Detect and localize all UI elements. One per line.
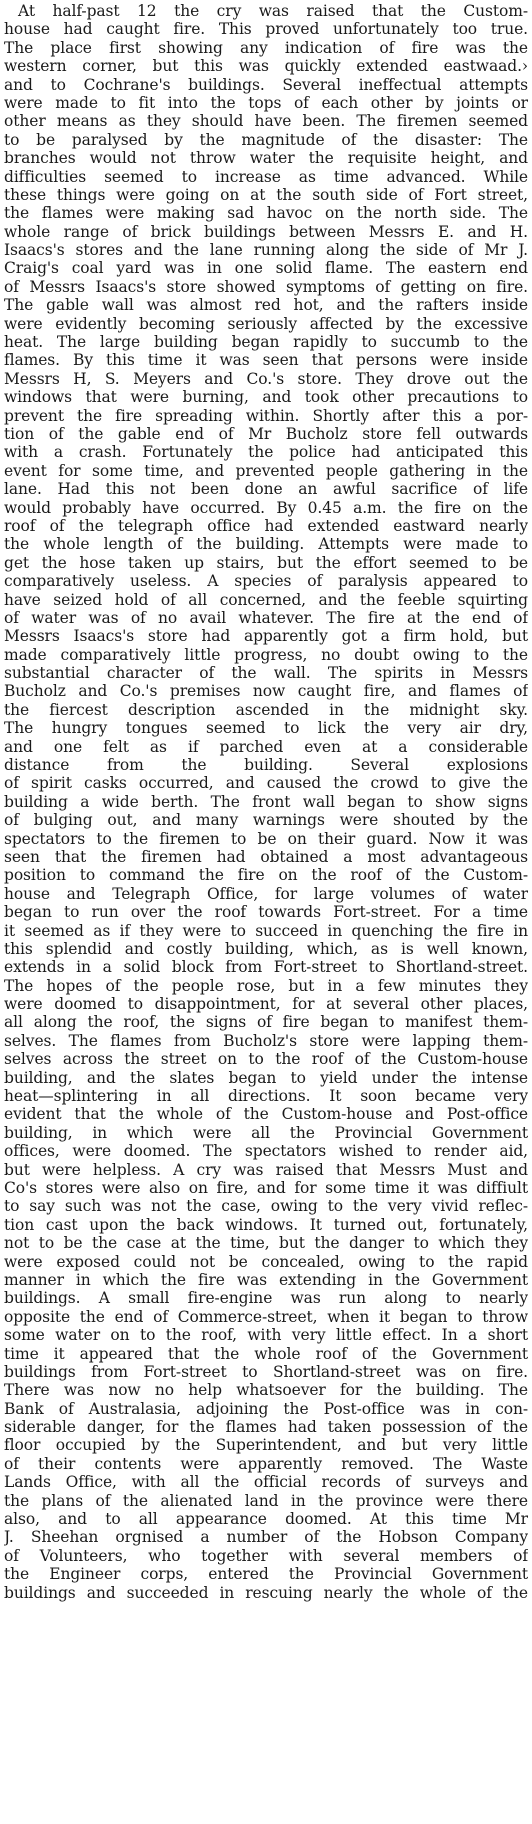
text-line: comparatively useless. A species of paralysis appeared to xyxy=(4,572,528,591)
text-line: spectators to the firemen to be on their guard. Now it was xyxy=(4,829,528,848)
text-line: Bank of Australasia, adjoining the Post-office was in con- xyxy=(4,1399,528,1418)
text-line: were exposed could not be concealed, owing to the rapid xyxy=(4,1252,528,1271)
text-line: not to be the case at the time, but the danger to which they xyxy=(4,1234,528,1253)
text-line: Messrs H, S. Meyers and Co.'s store. They drove out the xyxy=(4,369,528,388)
text-line: have seized hold of all concerned, and the feeble squirting xyxy=(4,590,528,609)
text-line: siderable danger, for the flames had taken possession of the xyxy=(4,1418,528,1437)
text-line: of their contents were apparently removed. The Waste xyxy=(4,1454,528,1473)
text-line: distance from the building. Several explosions xyxy=(4,756,528,775)
text-line: buildings from Fort-street to Shortland-street was on fire. xyxy=(4,1362,528,1381)
text-line: all along the roof, the signs of fire began to manifest them- xyxy=(4,1013,528,1032)
text-line: seen that the firemen had obtained a most advantageous xyxy=(4,847,528,866)
text-line: of Volunteers, who together with several members of xyxy=(4,1546,528,1565)
text-line: whole range of brick buildings between Messrs E. and H. xyxy=(4,222,528,241)
text-line: The hopes of the people rose, but in a few minutes they xyxy=(4,976,528,995)
text-line: the Engineer corps, entered the Provincial Government xyxy=(4,1565,528,1584)
text-line: selves across the street on to the roof of the Custom-house xyxy=(4,1050,528,1069)
text-line: the plans of the alienated land in the province were there xyxy=(4,1491,528,1510)
text-line: There was now no help whatsoever for the building. The xyxy=(4,1381,528,1400)
text-line: event for some time, and prevented people gathering in the xyxy=(4,461,528,480)
text-line: The hungry tongues seemed to lick the very air dry, xyxy=(4,719,528,738)
text-line: buildings and succeeded in rescuing nearly the whole of the xyxy=(4,1583,528,1602)
text-line: of Messrs Isaacs's store showed symptoms of getting on fire. xyxy=(4,277,528,296)
text-line: time it appeared that the whole roof of the Government xyxy=(4,1344,528,1363)
text-line: western corner, but this was quickly extended eastwaad.› xyxy=(4,57,528,76)
text-line: of water was of no avail whatever. The fire at the end of xyxy=(4,608,528,627)
text-line: position to command the fire on the roof of the Custom- xyxy=(4,866,528,885)
text-line: roof of the telegraph office had extended eastward nearly xyxy=(4,516,528,535)
text-line: were evidently becoming seriously affected by the excessive xyxy=(4,314,528,333)
text-line: manner in which the fire was extending in the Government xyxy=(4,1270,528,1289)
text-line: and one felt as if parched even at a considerable xyxy=(4,737,528,756)
text-line: other means as they should have been. The firemen seemed xyxy=(4,112,528,131)
text-line: At half-past 12 the cry was raised that the Custom- xyxy=(18,2,528,20)
text-line: The gable wall was almost red hot, and the rafters inside xyxy=(4,296,528,315)
text-line: substantial character of the wall. The spirits in Messrs xyxy=(4,664,528,683)
text-line: the fiercest description ascended in the midnight sky. xyxy=(4,700,528,719)
text-line: extends in a solid block from Fort-street to Shortland-street. xyxy=(4,958,528,977)
text-line: also, and to all appearance doomed. At this time Mr xyxy=(4,1510,528,1529)
text-line: get the hose taken up stairs, but the effort seemed to be xyxy=(4,553,528,572)
text-line: Bucholz and Co.'s premises now caught fire, and flames of xyxy=(4,682,528,701)
text-line: heat—splintering in all directions. It soon became very xyxy=(4,1087,528,1106)
text-line: house and Telegraph Office, for large volumes of water xyxy=(4,884,528,903)
text-line: branches would not throw water the requisite height, and xyxy=(4,149,528,168)
text-line: building, and the slates began to yield under the intense xyxy=(4,1068,528,1087)
text-line: Craig's coal yard was in one solid flame. The eastern end xyxy=(4,259,528,278)
text-line: would probably have occurred. By 0.45 a.m. the fire on the xyxy=(4,498,528,517)
text-line: selves. The flames from Bucholz's store were lapping them- xyxy=(4,1031,528,1050)
text-line: evident that the whole of the Custom-house and Post-office xyxy=(4,1105,528,1124)
text-line: were doomed to disappointment, for at several other places, xyxy=(4,995,528,1014)
text-line: the whole length of the building. Attempts were made to xyxy=(4,535,528,554)
text-line: J. Sheehan orgnised a number of the Hobson Company xyxy=(4,1528,528,1547)
text-line: of spirit casks occurred, and caused the crowd to give the xyxy=(4,774,528,793)
text-line: Messrs Isaacs's store had apparently got a firm hold, but xyxy=(4,627,528,646)
text-line: the flames were making sad havoc on the north side. The xyxy=(4,204,528,223)
text-line: were made to fit into the tops of each other by joints or xyxy=(4,93,528,112)
text-line: but were helpless. A cry was raised that Messrs Must and xyxy=(4,1160,528,1179)
text-line: Co's stores were also on fire, and for some time it was diffiult xyxy=(4,1179,528,1197)
text-line: building a wide berth. The front wall began to show signs xyxy=(4,792,528,811)
text-line: floor occupied by the Superintendent, and but very little xyxy=(4,1436,528,1455)
text-line: Isaacs's stores and the lane running along the side of Mr J. xyxy=(4,241,528,260)
text-line: of bulging out, and many warnings were shouted by the xyxy=(4,811,528,830)
text-line: tion cast upon the back windows. It turned out, fortunately, xyxy=(4,1215,528,1234)
text-line: with a crash. Fortunately the police had anticipated this xyxy=(4,443,528,462)
text-line: house had caught fire. This proved unfortunately too true. xyxy=(4,20,528,39)
text-line: The place first showing any indication of fire was the xyxy=(4,38,528,57)
newspaper-column xyxy=(4,2,528,1602)
text-line: buildings. A small fire-engine was run along to nearly xyxy=(4,1289,528,1308)
text-line: began to run over the roof towards Fort-street. For a time xyxy=(4,903,528,922)
text-line: windows that were burning, and took other precautions to xyxy=(4,388,528,407)
text-line: these things were going on at the south side of Fort street, xyxy=(4,185,528,204)
text-line: opposite the end of Commerce-street, when it began to throw xyxy=(4,1307,528,1326)
text-line: this splendid and costly building, which, as is well known, xyxy=(4,939,528,958)
text-line: prevent the fire spreading within. Shortly after this a por- xyxy=(4,406,528,425)
text-line: flames. By this time it was seen that persons were inside xyxy=(4,351,528,370)
text-line: Lands Office, with all the official records of surveys and xyxy=(4,1473,528,1492)
text-line: building, in which were all the Provincial Government xyxy=(4,1123,528,1142)
text-line: heat. The large building began rapidly to succumb to the xyxy=(4,333,528,352)
text-line: and to Cochrane's buildings. Several ineffectual attempts xyxy=(4,75,528,94)
text-line: difficulties seemed to increase as time advanced. While xyxy=(4,167,528,186)
text-line: lane. Had this not been done an awful sacrifice of life xyxy=(4,480,528,499)
text-line: to be paralysed by the magnitude of the disaster: The xyxy=(4,130,528,149)
text-line: made comparatively little progress, no doubt owing to the xyxy=(4,645,528,664)
text-line: tion of the gable end of Mr Bucholz store fell outwards xyxy=(4,424,528,443)
text-line: to say such was not the case, owing to the very vivid reflec- xyxy=(4,1197,528,1216)
text-line: it seemed as if they were to succeed in quenching the fire in xyxy=(4,921,528,940)
text-line: some water on to the roof, with very little effect. In a short xyxy=(4,1326,528,1345)
text-line: offices, were doomed. The spectators wished to render aid, xyxy=(4,1142,528,1161)
